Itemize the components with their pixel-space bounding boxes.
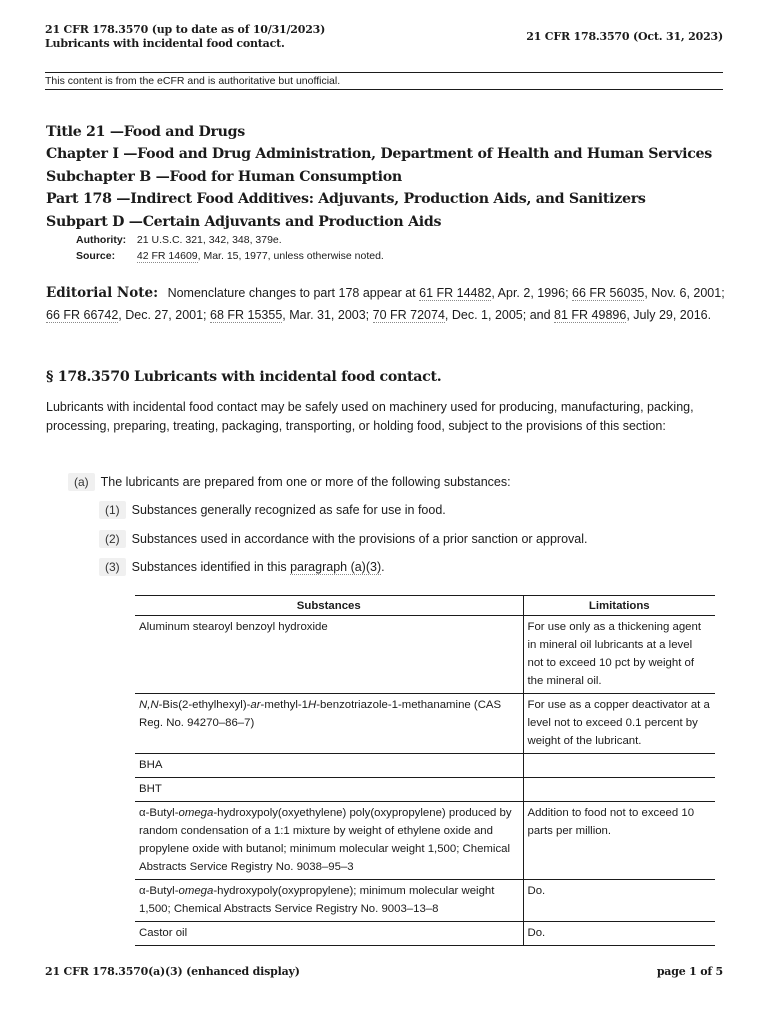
substance-text: -hydroxypoly(oxypropylene); minimum molecular weight 1,500; Chemical Abstracts Service Registry No. 9003–13–8 — [139, 885, 495, 915]
column-header-substances: Substances — [135, 596, 523, 616]
paragraph-tag[interactable]: (3) — [99, 558, 126, 576]
table-row — [135, 880, 715, 922]
substance-text: -benzotriazole-1-methanamine (CAS Reg. No. 94270–86–7) — [139, 699, 502, 729]
hierarchy-part: Part 178 —Indirect Food Additives: Adjuvants, Production Aids, and Sanitizers — [46, 191, 646, 208]
table-row — [135, 754, 715, 778]
authority-line — [76, 233, 726, 249]
fr-link[interactable]: 66 FR 66742 — [46, 307, 119, 322]
limitation-cell — [523, 754, 715, 778]
substances-table — [135, 595, 715, 946]
paragraph-a2 — [99, 530, 587, 548]
fr-link[interactable]: 81 FR 49896 — [554, 307, 627, 322]
substance-text: -Bis(2-ethylhexyl)- — [158, 699, 251, 711]
editorial-text: Nomenclature changes to part 178 appear at — [167, 286, 420, 300]
paragraph-tag[interactable]: (2) — [99, 530, 126, 548]
hierarchy-title: Title 21 —Food and Drugs — [46, 124, 245, 140]
substance-text: -methyl-1 — [260, 699, 309, 711]
fr-link[interactable]: 61 FR 14482 — [419, 286, 492, 300]
source-link[interactable]: 42 FR 14609 — [136, 249, 198, 262]
paragraph-a — [68, 473, 511, 491]
header-title: Lubricants with incidental food contact. — [45, 37, 285, 50]
substance-cell: BHA — [135, 754, 523, 778]
header-date-citation: 21 CFR 178.3570 (Oct. 31, 2023) — [526, 30, 723, 43]
paragraph-text: . — [381, 560, 385, 574]
editorial-text: , Mar. 31, 2003; — [282, 307, 373, 322]
editorial-note — [46, 283, 726, 326]
editorial-text: , Dec. 27, 2001; — [118, 307, 211, 322]
fr-link[interactable]: 66 FR 56035 — [572, 286, 645, 300]
editorial-text: , Dec. 1, 2005; and — [444, 307, 555, 322]
italic-text: H — [308, 699, 317, 711]
column-header-limitations: Limitations — [523, 596, 715, 616]
table-row — [135, 802, 715, 880]
substance-cell: BHT — [135, 778, 523, 802]
hierarchy-block — [46, 121, 726, 264]
source-line — [76, 249, 726, 265]
paragraph-a1 — [99, 501, 446, 519]
hierarchy-subchapter: Subchapter B —Food for Human Consumption — [46, 168, 402, 185]
italic-text: N,N — [139, 699, 159, 711]
editorial-note-label: Editorial Note: — [46, 285, 159, 301]
italic-text: omega — [178, 807, 214, 819]
section-heading: § 178.3570 Lubricants with incidental food contact. — [46, 369, 442, 385]
header-citation: 21 CFR 178.3570 (up to date as of 10/31/2023) — [45, 23, 326, 36]
section-intro: Lubricants with incidental food contact may be safely used on machinery used for producing, manufacturing, packing, processing, preparing, treating, packaging, transporting, or holding food, subject to the provisions of this section: — [46, 400, 694, 433]
editorial-text: , Apr. 2, 1996; — [491, 286, 573, 300]
limitation-cell: For use as a copper deactivator at a level not to exceed 0.1 percent by weight of the lubricant. — [523, 694, 715, 754]
fr-link[interactable]: 68 FR 15355 — [210, 307, 283, 322]
substance-cell: Aluminum stearoyl benzoyl hydroxide — [135, 616, 523, 694]
substance-cell — [135, 694, 523, 754]
table-row — [135, 922, 715, 946]
paragraph-tag[interactable]: (1) — [99, 501, 126, 519]
paragraph-text: Substances used in accordance with the provisions of a prior sanction or approval. — [131, 532, 588, 546]
footer-citation: 21 CFR 178.3570(a)(3) (enhanced display) — [45, 965, 300, 978]
paragraph-text: The lubricants are prepared from one or more of the following substances: — [100, 475, 511, 489]
authority-value: 21 U.S.C. 321, 342, 348, 379e. — [136, 234, 282, 247]
limitation-cell: Do. — [523, 880, 715, 922]
fr-link[interactable]: 70 FR 72074 — [372, 307, 445, 322]
limitation-cell: For use only as a thickening agent in mineral oil lubricants at a level not to exceed 10 pct by weight of the mineral oil. — [523, 616, 715, 694]
table-row — [135, 616, 715, 694]
paragraph-text: Substances generally recognized as safe for use in food. — [131, 503, 446, 517]
limitation-cell — [523, 778, 715, 802]
editorial-text: , July 29, 2016. — [626, 307, 712, 322]
paragraph-link[interactable]: paragraph (a)(3) — [290, 560, 382, 574]
substance-cell — [135, 880, 523, 922]
substance-text: -hydroxypoly(oxyethylene) poly(oxypropylene) produced by random condensation of a 1:1 mixture by weight of ethylene oxide and propylene oxide with butanol; minimum molecular weight 1,500; Chemical Abstracts Service Registry No. 9038–95–3 — [139, 807, 512, 873]
paragraph-tag[interactable]: (a) — [68, 473, 95, 491]
editorial-text: , Nov. 6, 2001; — [644, 286, 725, 300]
hierarchy-chapter: Chapter I —Food and Drug Administration, Department of Health and Human Services — [46, 146, 712, 163]
hierarchy-subpart: Subpart D —Certain Adjuvants and Production Aids — [46, 213, 442, 230]
substance-text: α-Butyl- — [139, 807, 179, 819]
source-label: Source: — [76, 249, 116, 262]
substance-cell: Castor oil — [135, 922, 523, 946]
table-header-row — [135, 596, 715, 616]
italic-text: ar — [250, 699, 261, 711]
italic-text: omega — [178, 885, 214, 897]
table-row — [135, 694, 715, 754]
paragraph-a3 — [99, 558, 385, 576]
limitation-cell: Addition to food not to exceed 10 parts per million. — [523, 802, 715, 880]
substance-cell — [135, 802, 523, 880]
page-header — [45, 23, 465, 51]
authority-label: Authority: — [76, 234, 127, 247]
table-row — [135, 778, 715, 802]
source-rest: , Mar. 15, 1977, unless otherwise noted. — [197, 249, 384, 262]
substance-text: α-Butyl- — [139, 885, 179, 897]
page-number: page 1 of 5 — [656, 965, 723, 978]
paragraph-text: Substances identified in this — [131, 560, 291, 574]
limitation-cell: Do. — [523, 922, 715, 946]
authority-notice: This content is from the eCFR and is authoritative but unofficial. — [45, 72, 723, 90]
